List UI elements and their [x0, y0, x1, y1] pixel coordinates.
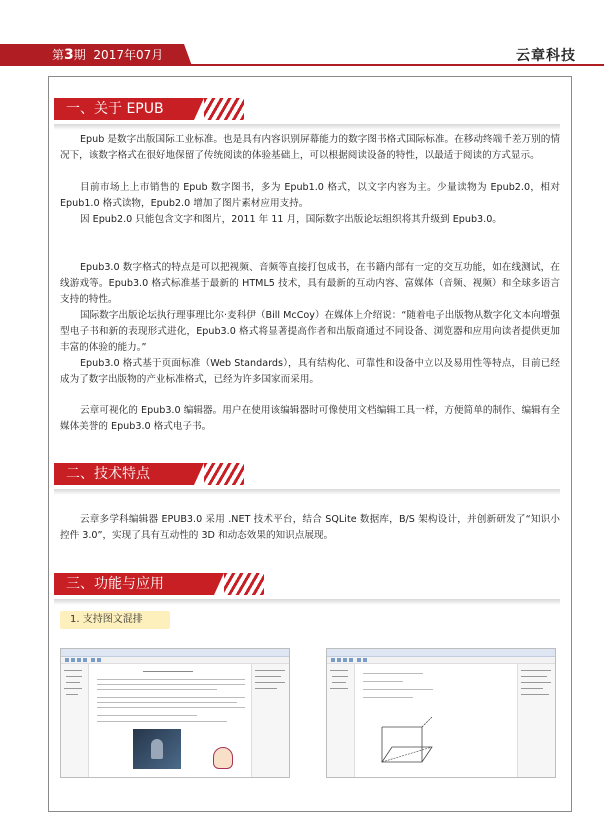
section-stripes [204, 463, 244, 485]
subheading: 1. 支持图文混排 [70, 614, 143, 625]
issue-date: 2017年07月 [93, 48, 164, 62]
brand-name: 云章科技 [516, 48, 576, 64]
video-thumbnail [133, 729, 181, 769]
paragraph: 国际数字出版论坛执行理事理比尔·麦科伊（Bill McCoy）在媒体上介绍说：“随着电子出版物从数字化文本向增强型电子书和新的表现形式进化，Epub3.0 格式将显著提高作者和出版商通过不同设备、浏览器和应用向读者提供更加丰富的体验的能力。” [60, 310, 560, 353]
section-header-tech-features [54, 463, 244, 485]
section-header-functions [54, 573, 264, 595]
section-stripes [224, 573, 264, 595]
issue-info [52, 46, 163, 64]
editor-screenshot-right [326, 648, 556, 778]
screenshot-outline-panel [327, 664, 355, 778]
cartoon-avatar [213, 747, 233, 769]
screenshot-titlebar [61, 649, 289, 657]
top-banner [0, 44, 604, 66]
section-title: 二、技术特点 [66, 466, 150, 482]
section-shadow [54, 489, 560, 495]
issue-prefix: 第 [52, 48, 65, 62]
geometry-figure [377, 717, 437, 767]
section-title: 三、功能与应用 [66, 576, 164, 592]
subheading-pill [60, 611, 170, 629]
section-header-about-epub [54, 98, 244, 120]
paragraph: Epub 是数字出版国际工业标准。也是具有内容识别屏幕能力的数字图书格式国际标准。在移动终端千差万别的情况下，该数字格式在很好地保留了传统阅读的体验基础上，可以根据阅读设备的特性，以最适于阅读的方式显示。 [60, 134, 560, 161]
issue-number: 3 [64, 47, 74, 63]
paragraph: 云章多学科编辑器 EPUB3.0 采用 .NET 技术平台，结合 SQLite 数据库，B/S 架构设计，并创新研发了“知识小控件 3.0”，实现了具有互动性的 3D 和动态效果的知识点展现。 [60, 514, 560, 541]
paragraph: 云章可视化的 Epub3.0 编辑器。用户在使用该编辑器时可像使用文档编辑工具一样，方便简单的制作、编辑有全媒体美誉的 Epub3.0 格式电子书。 [60, 405, 560, 432]
section-stripes [204, 98, 244, 120]
section-title: 一、关于 EPUB [66, 101, 164, 117]
paragraph: Epub3.0 数字格式的特点是可以把视频、音频等直接打包成书，在书籍内部有一定的交互功能，如在线测试，在线游戏等。Epub3.0 格式标准基于最新的 HTML5 技术，具有最新的互动内容、富媒体（音频、视频）和全球多语言支持的特性。 [60, 262, 560, 305]
screenshot-outline-panel [61, 664, 89, 778]
screenshot-toolbar [61, 657, 289, 664]
screenshot-properties-panel [517, 664, 555, 778]
editor-screenshot-left [60, 648, 290, 778]
screenshot-properties-panel [251, 664, 289, 778]
screenshot-document [93, 667, 249, 777]
screenshot-titlebar [327, 649, 555, 657]
issue-suffix: 期 [73, 48, 86, 62]
screenshot-document [359, 667, 515, 777]
paragraph: Epub3.0 格式基于页面标准（Web Standards），具有结构化、可靠性和设备中立以及易用性等特点，目前已经成为了数字出版物的产业标准格式，已经为许多国家而采用。 [60, 358, 560, 385]
paragraph: 目前市场上上市销售的 Epub 数字图书，多为 Epub1.0 格式，以文字内容为主。少量读物为 Epub2.0，相对 Epub1.0 格式读物，Epub2.0 增加了图片素材应用支持。 [60, 182, 560, 209]
section-shadow [54, 599, 560, 605]
paragraph: 因 Epub2.0 只能包含文字和图片，2011 年 11 月，国际数字出版论坛组织将其升级到 Epub3.0。 [80, 214, 502, 225]
section-shadow [54, 124, 560, 130]
screenshot-toolbar [327, 657, 555, 664]
